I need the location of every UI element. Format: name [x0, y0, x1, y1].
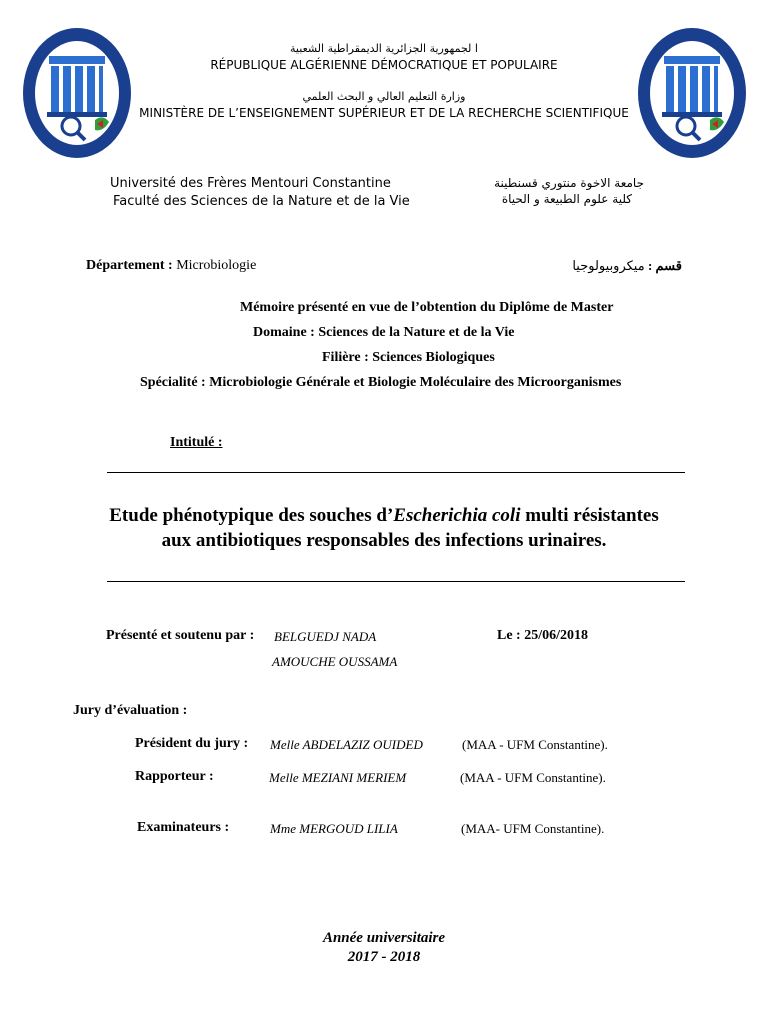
title-top-rule: [107, 472, 685, 473]
faculty-name-ar: كلية علوم الطبيعة و الحياة: [501, 192, 632, 206]
jury-name-president: Melle ABDELAZIZ OUIDED: [270, 737, 423, 752]
thesis-title-part1: Etude phénotypique des souches d’: [109, 505, 394, 526]
domaine-line: Domaine : Sciences de la Nature et de la Vie: [253, 325, 515, 340]
jury-heading: Jury d’évaluation :: [73, 703, 188, 718]
department-ar: [572, 258, 682, 274]
jury-affiliation-examinateur: (MAA- UFM Constantine).: [461, 821, 605, 836]
department-value-ar: ميكروبيولوجيا: [572, 258, 645, 273]
faculty-name-fr: Faculté des Sciences de la Nature et de la Vie: [113, 194, 410, 209]
republic-arabic: ا لجمهورية الجزائرية الديمقراطية الشعبية: [290, 42, 478, 55]
defense-date: Le : 25/06/2018: [497, 628, 588, 643]
academic-year-value: 2017 - 2018: [347, 949, 421, 965]
department-label: Département :: [86, 258, 173, 273]
jury-affiliation-president: (MAA - UFM Constantine).: [462, 737, 608, 752]
specialite-line: Spécialité : Microbiologie Générale et Biologie Moléculaire des Microorganismes: [140, 375, 622, 390]
student-2: AMOUCHE OUSSAMA: [272, 654, 398, 669]
jury-role-president: Président du jury :: [135, 736, 249, 751]
jury-affiliation-rapporteur: (MAA - UFM Constantine).: [460, 770, 606, 785]
university-name-fr: Université des Frères Mentouri Constantine: [110, 176, 391, 191]
jury-role-examinateurs: Examinateurs :: [137, 820, 230, 835]
title-bottom-rule: [107, 581, 685, 582]
department-value: Microbiologie: [176, 258, 257, 273]
jury-name-rapporteur: Melle MEZIANI MERIEM: [269, 770, 407, 785]
thesis-title-line1: [0, 505, 768, 527]
thesis-title-part2: multi résistantes: [520, 505, 659, 526]
jury-role-rapporteur: Rapporteur :: [135, 769, 214, 784]
ministry-french: MINISTÈRE DE L’ENSEIGNEMENT SUPÉRIEUR ET DE LA RECHERCHE SCIENTIFIQUE: [139, 106, 629, 120]
memoire-line: Mémoire présenté en vue de l’obtention du Diplôme de Master: [240, 300, 614, 315]
intitule-label: Intitulé :: [170, 435, 223, 450]
department-fr: [86, 258, 256, 274]
department-label-ar: قسم :: [647, 258, 682, 273]
republic-french: RÉPUBLIQUE ALGÉRIENNE DÉMOCRATIQUE ET POPULAIRE: [210, 58, 558, 72]
thesis-title-line2: aux antibiotiques responsables des infections urinaires.: [161, 530, 607, 551]
university-name-ar: جامعة الاخوة منتوري قسنطينة: [494, 176, 644, 190]
ministry-arabic: وزارة التعليم العالي و البحث العلمي: [302, 90, 466, 103]
student-1: BELGUEDJ NADA: [274, 629, 377, 644]
jury-name-examinateur: Mme MERGOUD LILIA: [270, 821, 398, 836]
presented-label: Présenté et soutenu par :: [106, 628, 255, 643]
filiere-line: Filière : Sciences Biologiques: [322, 350, 495, 365]
academic-year-label: Année universitaire: [322, 930, 446, 946]
thesis-title-species: Escherichia coli: [393, 505, 521, 526]
